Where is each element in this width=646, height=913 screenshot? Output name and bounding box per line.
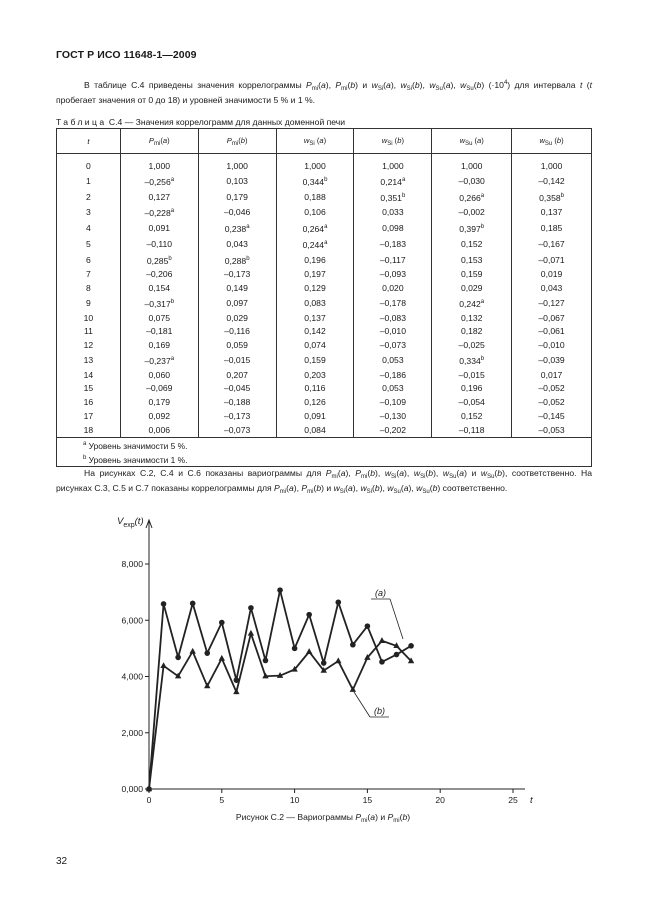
cell-t: 10 bbox=[57, 312, 121, 326]
cell-value: 0,129 bbox=[276, 282, 354, 296]
y-tick-label: 6,000 bbox=[121, 615, 143, 626]
data-point bbox=[365, 623, 371, 629]
y-tick-label: 0,000 bbox=[121, 784, 143, 794]
cell-t: 9 bbox=[57, 296, 121, 312]
cell-value: 0,238$^a$ bbox=[198, 221, 276, 237]
cell-value: –0,145 bbox=[512, 410, 592, 424]
series-label-a: (a) bbox=[375, 588, 386, 598]
cell-value: 1,000 bbox=[198, 154, 276, 174]
data-point bbox=[190, 601, 196, 607]
cell-value: 0,083 bbox=[276, 296, 354, 312]
table-caption: Таблица С.4 — Значения коррелограмм для данных доменной печи bbox=[56, 117, 346, 127]
figure-caption: Рисунок С.2 — Вариограммы $P_{mi}(a)$ и $P_{mi}(b)$ bbox=[235, 812, 411, 824]
x-tick-label: 20 bbox=[435, 795, 445, 805]
cell-value: –0,054 bbox=[432, 396, 512, 410]
data-point bbox=[277, 587, 283, 593]
significance-mark: a bbox=[170, 355, 175, 362]
col-wsi-b: $w_{Si}$ (b) bbox=[354, 129, 432, 154]
figures-paragraph: На рисунках С.2, С.4 и С.6 показаны вариограммы для $P_{mi}(a)$, $P_{mi}(b)$, $w_{Si}(a)$, $w_{Si}(b)$, $w_{Su}(a)$ и $w_{Su}(b)$, соответственно. На рисунках С.3, С.5 и С.7 показаны коррелограммы для $P_{mi}(a)$, $P_{mi}(b)$ и $w_{Si}(a)$, $w_{Si}(b)$, $w_{Su}(a)$, $w_{Su}(b)$ соответственно. bbox=[56, 468, 593, 496]
data-point bbox=[189, 648, 195, 654]
data-point bbox=[335, 657, 341, 663]
cell-t: 11 bbox=[57, 325, 121, 339]
cell-value: 0,098 bbox=[354, 221, 432, 237]
cell-value: 0,179 bbox=[198, 190, 276, 206]
document-header: ГОСТ Р ИСО 11648-1—2009 bbox=[56, 49, 197, 61]
cell-value: 0,242$^a$ bbox=[432, 296, 512, 312]
footnote-b: $^b$ Уровень значимости 1 %. bbox=[83, 455, 188, 466]
series-line-b bbox=[149, 633, 411, 789]
cell-value: 0,053 bbox=[354, 382, 432, 396]
significance-mark: a bbox=[324, 239, 328, 246]
col-wsu-a: $w_{Su}$ (a) bbox=[432, 129, 512, 154]
cell-value: –0,073 bbox=[198, 424, 276, 438]
cell-t: 7 bbox=[57, 268, 121, 282]
cell-value: 0,137 bbox=[276, 312, 354, 326]
cell-value: –0,167 bbox=[512, 237, 592, 253]
series-line-a bbox=[149, 590, 411, 789]
cell-value: –0,039 bbox=[512, 353, 592, 369]
data-point bbox=[408, 643, 414, 649]
data-point bbox=[306, 648, 312, 654]
cell-t: 12 bbox=[57, 339, 121, 353]
cell-value: –0,188 bbox=[198, 396, 276, 410]
cell-t: 15 bbox=[57, 382, 121, 396]
cell-value: 0,059 bbox=[198, 339, 276, 353]
col-pmi-b: $P_{mi}(b)$ bbox=[198, 129, 276, 154]
significance-mark: b bbox=[480, 224, 485, 230]
cell-value: –0,010 bbox=[512, 339, 592, 353]
cell-value: –0,110 bbox=[120, 237, 198, 253]
cell-value: –0,109 bbox=[354, 396, 432, 410]
cell-value: 0,137 bbox=[512, 205, 592, 221]
significance-mark: a bbox=[170, 176, 175, 183]
cell-value: 0,288$^b$ bbox=[198, 253, 276, 269]
cell-value: –0,030 bbox=[432, 174, 512, 190]
cell-value: 0,053 bbox=[354, 353, 432, 369]
cell-value: 0,152 bbox=[432, 237, 512, 253]
cell-value: 0,207 bbox=[198, 369, 276, 383]
significance-mark: a bbox=[480, 298, 485, 305]
cell-value: –0,067 bbox=[512, 312, 592, 326]
cell-value: 1,000 bbox=[276, 154, 354, 174]
cell-value: 0,344$^b$ bbox=[276, 174, 354, 190]
data-point bbox=[292, 646, 298, 652]
cell-value: 0,091 bbox=[120, 221, 198, 237]
cell-value: 1,000 bbox=[512, 154, 592, 174]
cell-value: 0,084 bbox=[276, 424, 354, 438]
significance-mark: b bbox=[480, 355, 485, 362]
cell-value: 0,097 bbox=[198, 296, 276, 312]
data-point bbox=[161, 601, 167, 607]
cell-value: –0,317$^b$ bbox=[120, 296, 198, 312]
data-point bbox=[335, 599, 341, 605]
cell-value: 0,006 bbox=[120, 424, 198, 438]
cell-value: –0,173 bbox=[198, 410, 276, 424]
cell-value: 0,092 bbox=[120, 410, 198, 424]
cell-value: 0,142 bbox=[276, 325, 354, 339]
cell-value: –0,228$^a$ bbox=[120, 205, 198, 221]
data-point bbox=[379, 637, 385, 643]
significance-mark: a bbox=[324, 224, 328, 230]
cell-value: –0,127 bbox=[512, 296, 592, 312]
cell-value: –0,117 bbox=[354, 253, 432, 269]
cell-t: 14 bbox=[57, 369, 121, 383]
significance-mark: a bbox=[480, 192, 485, 199]
col-t: t bbox=[57, 129, 121, 154]
leader-line-b bbox=[354, 692, 370, 717]
cell-value: 0,074 bbox=[276, 339, 354, 353]
leader-line-a bbox=[390, 599, 403, 639]
data-point bbox=[175, 655, 181, 661]
cell-value: –0,046 bbox=[198, 205, 276, 221]
cell-value: 0,043 bbox=[512, 282, 592, 296]
significance-mark: a bbox=[401, 176, 406, 183]
data-point bbox=[219, 655, 225, 661]
cell-value: –0,093 bbox=[354, 268, 432, 282]
significance-mark: b bbox=[246, 255, 250, 262]
col-pmi-a: $P_{mi}(a)$ bbox=[120, 129, 198, 154]
cell-value: 0,197 bbox=[276, 268, 354, 282]
cell-value: –0,130 bbox=[354, 410, 432, 424]
cell-value: 0,334$^b$ bbox=[432, 353, 512, 369]
cell-value: –0,206 bbox=[120, 268, 198, 282]
cell-value: –0,071 bbox=[512, 253, 592, 269]
cell-t: 3 bbox=[57, 205, 121, 221]
cell-value: 0,020 bbox=[354, 282, 432, 296]
data-point bbox=[379, 659, 385, 665]
cell-value: –0,173 bbox=[198, 268, 276, 282]
cell-value: 0,152 bbox=[432, 410, 512, 424]
data-point bbox=[160, 662, 166, 668]
cell-value: 0,203 bbox=[276, 369, 354, 383]
cell-value: 1,000 bbox=[120, 154, 198, 174]
data-point bbox=[248, 630, 254, 636]
footnote-a: $^a$ Уровень значимости 5 %. bbox=[83, 441, 188, 452]
col-wsi-a: $w_{Si}$ (a) bbox=[276, 129, 354, 154]
data-point bbox=[233, 688, 239, 694]
data-point bbox=[350, 642, 356, 648]
cell-value: 0,153 bbox=[432, 253, 512, 269]
cell-value: 0,060 bbox=[120, 369, 198, 383]
cell-value: –0,256$^a$ bbox=[120, 174, 198, 190]
cell-value: 0,182 bbox=[432, 325, 512, 339]
cell-value: 0,185 bbox=[512, 221, 592, 237]
cell-value: –0,183 bbox=[354, 237, 432, 253]
cell-value: 0,043 bbox=[198, 237, 276, 253]
cell-value: 0,126 bbox=[276, 396, 354, 410]
cell-value: 0,196 bbox=[432, 382, 512, 396]
cell-value: 0,019 bbox=[512, 268, 592, 282]
cell-t: 17 bbox=[57, 410, 121, 424]
intro-paragraph: В таблице С.4 приведены значения коррелограммы $P_{mi}(a)$, $P_{mi}(b)$ и $w_{Si}(a)$, $w_{Si}(b)$, $w_{Su}(a)$, $w_{Su}(b)$ $(\cdot 10^4)$ для интервала t (t пробегает значения от 0 до 18) и уровней значимости 5 % и 1 %. bbox=[56, 80, 593, 106]
significance-mark: b bbox=[324, 176, 328, 183]
cell-value: 0,266$^a$ bbox=[432, 190, 512, 206]
cell-t: 6 bbox=[57, 253, 121, 269]
cell-value: 0,351$^b$ bbox=[354, 190, 432, 206]
data-point bbox=[263, 658, 269, 664]
cell-t: 1 bbox=[57, 174, 121, 190]
cell-t: 18 bbox=[57, 424, 121, 438]
data-point bbox=[306, 612, 312, 618]
cell-value: –0,052 bbox=[512, 382, 592, 396]
cell-value: 0,075 bbox=[120, 312, 198, 326]
cell-value: –0,053 bbox=[512, 424, 592, 438]
cell-value: 0,214$^a$ bbox=[354, 174, 432, 190]
cell-value: 0,149 bbox=[198, 282, 276, 296]
cell-value: –0,118 bbox=[432, 424, 512, 438]
y-tick-label: 2,000 bbox=[121, 727, 143, 738]
col-wsu-b: $w_{Su}$ (b) bbox=[512, 129, 592, 154]
cell-value: 0,285$^b$ bbox=[120, 253, 198, 269]
cell-value: –0,237$^a$ bbox=[120, 353, 198, 369]
cell-value: 0,029 bbox=[198, 312, 276, 326]
significance-mark: b bbox=[170, 298, 175, 305]
page-number: 32 bbox=[56, 856, 68, 867]
cell-value: –0,045 bbox=[198, 382, 276, 396]
cell-value: –0,186 bbox=[354, 369, 432, 383]
significance-mark: b bbox=[168, 255, 172, 262]
y-tick-label: 4,000 bbox=[121, 671, 143, 682]
x-tick-label: 5 bbox=[219, 795, 225, 805]
data-point bbox=[394, 652, 400, 658]
cell-value: 0,029 bbox=[432, 282, 512, 296]
cell-value: –0,142 bbox=[512, 174, 592, 190]
cell-value: –0,178 bbox=[354, 296, 432, 312]
cell-t: 13 bbox=[57, 353, 121, 369]
cell-value: –0,015 bbox=[432, 369, 512, 383]
cell-value: 1,000 bbox=[432, 154, 512, 174]
cell-value: 0,159 bbox=[276, 353, 354, 369]
cell-value: –0,061 bbox=[512, 325, 592, 339]
data-point bbox=[219, 620, 225, 626]
x-tick-label: 25 bbox=[508, 795, 518, 805]
cell-value: –0,015 bbox=[198, 353, 276, 369]
cell-value: –0,052 bbox=[512, 396, 592, 410]
cell-value: 0,033 bbox=[354, 205, 432, 221]
y-tick-label: 8,000 bbox=[121, 559, 143, 569]
cell-value: –0,202 bbox=[354, 424, 432, 438]
significance-mark: b bbox=[560, 192, 564, 199]
data-point bbox=[248, 605, 254, 611]
cell-t: 0 bbox=[57, 154, 121, 174]
cell-value: –0,073 bbox=[354, 339, 432, 353]
cell-value: –0,116 bbox=[198, 325, 276, 339]
cell-value: 0,196 bbox=[276, 253, 354, 269]
cell-value: 0,244$^a$ bbox=[276, 237, 354, 253]
cell-value: –0,069 bbox=[120, 382, 198, 396]
cell-value: 0,103 bbox=[198, 174, 276, 190]
cell-value: 0,106 bbox=[276, 205, 354, 221]
series-label-b: (b) bbox=[374, 706, 385, 716]
cell-value: 0,127 bbox=[120, 190, 198, 206]
cell-t: 16 bbox=[57, 396, 121, 410]
cell-value: 0,169 bbox=[120, 339, 198, 353]
cell-value: 0,397$^b$ bbox=[432, 221, 512, 237]
y-axis-label: $V_{exp}(t)$ bbox=[117, 516, 144, 529]
data-point bbox=[321, 660, 327, 666]
cell-t: 2 bbox=[57, 190, 121, 206]
cell-value: 0,116 bbox=[276, 382, 354, 396]
cell-value: 0,017 bbox=[512, 369, 592, 383]
cell-value: –0,181 bbox=[120, 325, 198, 339]
cell-value: 0,188 bbox=[276, 190, 354, 206]
significance-mark: a bbox=[246, 224, 250, 230]
significance-mark: a bbox=[170, 208, 175, 215]
cell-value: –0,025 bbox=[432, 339, 512, 353]
x-tick-label: 10 bbox=[289, 795, 300, 805]
significance-mark: b bbox=[401, 192, 406, 199]
cell-value: 0,358$^b$ bbox=[512, 190, 592, 206]
cell-t: 5 bbox=[57, 237, 121, 253]
cell-value: –0,010 bbox=[354, 325, 432, 339]
cell-value: –0,083 bbox=[354, 312, 432, 326]
cell-value: 0,179 bbox=[120, 396, 198, 410]
x-tick-label: 15 bbox=[362, 795, 373, 805]
cell-value: –0,002 bbox=[432, 205, 512, 221]
cell-value: 1,000 bbox=[354, 154, 432, 174]
x-tick-label: 0 bbox=[146, 795, 152, 805]
cell-value: 0,264$^a$ bbox=[276, 221, 354, 237]
cell-value: 0,154 bbox=[120, 282, 198, 296]
cell-t: 8 bbox=[57, 282, 121, 296]
data-point bbox=[204, 650, 210, 656]
cell-value: 0,091 bbox=[276, 410, 354, 424]
cell-t: 4 bbox=[57, 221, 121, 237]
x-axis-label: t bbox=[530, 795, 533, 806]
cell-value: 0,132 bbox=[432, 312, 512, 326]
cell-value: 0,159 bbox=[432, 268, 512, 282]
